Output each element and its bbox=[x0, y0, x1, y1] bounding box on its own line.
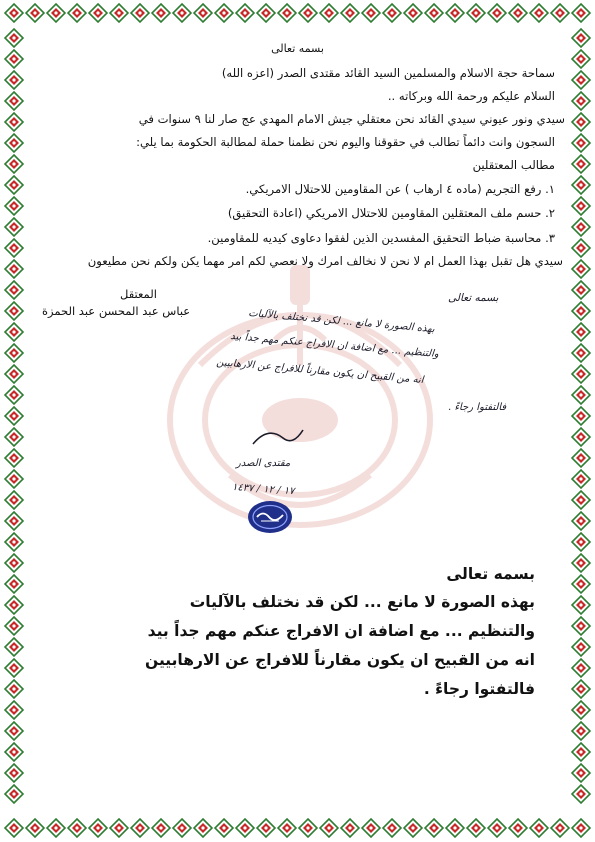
border-tile-icon bbox=[277, 818, 297, 838]
border-tile-icon bbox=[571, 700, 591, 720]
border-tile-icon bbox=[571, 595, 591, 615]
border-tile-icon bbox=[130, 3, 150, 23]
border-tile-icon bbox=[4, 532, 24, 552]
addressee-line: سماحة حجة الاسلام والمسلمين السيد القائد مقتدى الصدر (اعزه الله) bbox=[221, 66, 555, 80]
handwritten-line-4: فالتفتوا رجاءً . bbox=[448, 402, 507, 413]
border-tile-icon bbox=[424, 818, 444, 838]
border-tile-icon bbox=[4, 175, 24, 195]
border-tile-icon bbox=[445, 818, 465, 838]
border-tile-icon bbox=[571, 175, 591, 195]
border-tile-icon bbox=[508, 3, 528, 23]
body-line-2: السجون وانت دائماً تطالب في حقوقنا واليوم نحن نظمنا حملة لمطالبة الحكومة بما يلي: bbox=[136, 135, 555, 149]
border-tile-icon bbox=[571, 91, 591, 111]
border-tile-icon bbox=[25, 818, 45, 838]
demand-item-3: ٣. محاسبة ضباط التحقيق المفسدين الذين لفقوا دعاوى كيديه للمقاومين. bbox=[207, 231, 555, 245]
border-tile-icon bbox=[571, 301, 591, 321]
handwritten-date: ١٧ / ١٢ / ١٤٣٧ bbox=[231, 481, 295, 498]
border-tile-icon bbox=[4, 763, 24, 783]
border-tile-icon bbox=[4, 616, 24, 636]
border-tile-icon bbox=[487, 3, 507, 23]
border-tile-icon bbox=[4, 427, 24, 447]
border-tile-icon bbox=[571, 112, 591, 132]
border-tile-icon bbox=[571, 406, 591, 426]
typed-reply-line-4: فالتفتوا رجاءً . bbox=[423, 680, 535, 698]
border-tile-icon bbox=[571, 448, 591, 468]
body-line-1: سيدي ونور عيوني سيدي القائد نحن معتقلي جيش الامام المهدي عج صار لنا ٩ سنوات في bbox=[138, 112, 565, 126]
border-tile-icon bbox=[571, 196, 591, 216]
border-tile-icon bbox=[256, 3, 276, 23]
border-tile-icon bbox=[571, 154, 591, 174]
border-tile-icon bbox=[319, 3, 339, 23]
border-tile-icon bbox=[151, 818, 171, 838]
border-tile-icon bbox=[403, 3, 423, 23]
border-tile-icon bbox=[46, 818, 66, 838]
border-tile-icon bbox=[340, 818, 360, 838]
border-tile-icon bbox=[571, 511, 591, 531]
border-tile-icon bbox=[4, 238, 24, 258]
border-tile-icon bbox=[361, 818, 381, 838]
border-tile-icon bbox=[298, 3, 318, 23]
border-tile-icon bbox=[4, 574, 24, 594]
border-tile-icon bbox=[277, 3, 297, 23]
border-tile-icon bbox=[46, 3, 66, 23]
border-tile-icon bbox=[4, 343, 24, 363]
border-tile-icon bbox=[172, 3, 192, 23]
border-tile-icon bbox=[4, 112, 24, 132]
border-tile-icon bbox=[4, 154, 24, 174]
border-tile-icon bbox=[67, 818, 87, 838]
border-tile-icon bbox=[4, 469, 24, 489]
seal-stamp-icon bbox=[247, 500, 293, 534]
signature-stroke-icon bbox=[248, 424, 308, 454]
border-tile-icon bbox=[571, 364, 591, 384]
border-tile-icon bbox=[571, 427, 591, 447]
border-tile-icon bbox=[193, 3, 213, 23]
border-tile-icon bbox=[4, 217, 24, 237]
border-tile-icon bbox=[529, 3, 549, 23]
border-tile-icon bbox=[4, 700, 24, 720]
border-tile-icon bbox=[4, 133, 24, 153]
border-tile-icon bbox=[319, 818, 339, 838]
typed-reply-line-3: انه من القبيح ان يكون مقارناً للافراج عن الارهابيين bbox=[145, 651, 535, 669]
border-tile-icon bbox=[130, 818, 150, 838]
border-tile-icon bbox=[571, 3, 591, 23]
border-tile-icon bbox=[571, 679, 591, 699]
ornamental-border-right-icon bbox=[567, 26, 595, 814]
border-tile-icon bbox=[4, 511, 24, 531]
border-tile-icon bbox=[4, 490, 24, 510]
border-tile-icon bbox=[571, 742, 591, 762]
border-tile-icon bbox=[571, 490, 591, 510]
border-tile-icon bbox=[487, 818, 507, 838]
border-tile-icon bbox=[4, 818, 24, 838]
border-tile-icon bbox=[4, 784, 24, 804]
ornamental-border-left-icon bbox=[0, 26, 28, 814]
border-tile-icon bbox=[571, 721, 591, 741]
border-tile-icon bbox=[382, 3, 402, 23]
border-tile-icon bbox=[4, 385, 24, 405]
handwritten-line-1: بهذه الصورة لا مانع ... لكن قد نختلف بالآليات bbox=[247, 307, 436, 336]
border-tile-icon bbox=[571, 70, 591, 90]
border-tile-icon bbox=[4, 679, 24, 699]
border-tile-icon bbox=[109, 3, 129, 23]
border-tile-icon bbox=[67, 3, 87, 23]
border-tile-icon bbox=[4, 70, 24, 90]
signer-name: عباس عبد المحسن عبد الحمزة bbox=[42, 304, 191, 318]
border-tile-icon bbox=[571, 553, 591, 573]
border-tile-icon bbox=[571, 818, 591, 838]
border-tile-icon bbox=[466, 3, 486, 23]
border-tile-icon bbox=[88, 3, 108, 23]
border-tile-icon bbox=[571, 637, 591, 657]
typed-reply-basmala: بسمه تعالى bbox=[446, 565, 535, 583]
typed-reply-line-1: بهذه الصورة لا مانع ... لكن قد نختلف بالآليات bbox=[189, 593, 535, 611]
closing-line: سيدي هل تقبل بهذا العمل ام لا نحن لا نخالف امرك ولا نعصي لكم امر مهما يكن ولكم نحن مطيعون bbox=[87, 254, 563, 268]
border-tile-icon bbox=[382, 818, 402, 838]
border-tile-icon bbox=[571, 574, 591, 594]
greeting-line: السلام عليكم ورحمة الله وبركاته .. bbox=[387, 89, 555, 103]
border-tile-icon bbox=[340, 3, 360, 23]
signer-title: المعتقل bbox=[120, 287, 157, 301]
border-tile-icon bbox=[4, 553, 24, 573]
border-tile-icon bbox=[571, 322, 591, 342]
border-tile-icon bbox=[571, 658, 591, 678]
border-tile-icon bbox=[571, 217, 591, 237]
border-tile-icon bbox=[4, 448, 24, 468]
border-tile-icon bbox=[4, 322, 24, 342]
border-tile-icon bbox=[214, 818, 234, 838]
border-tile-icon bbox=[571, 616, 591, 636]
border-tile-icon bbox=[424, 3, 444, 23]
border-tile-icon bbox=[445, 3, 465, 23]
border-tile-icon bbox=[571, 763, 591, 783]
border-tile-icon bbox=[25, 3, 45, 23]
border-tile-icon bbox=[298, 818, 318, 838]
border-tile-icon bbox=[550, 818, 570, 838]
border-tile-icon bbox=[256, 818, 276, 838]
border-tile-icon bbox=[4, 301, 24, 321]
handwritten-signature: مقتدى الصدر bbox=[236, 458, 291, 469]
handwritten-basmala: بسمه تعالى bbox=[448, 292, 499, 304]
demand-item-1: ١. رفع التجريم (ماده ٤ ارهاب ) عن المقاومين للاحتلال الامريكي. bbox=[245, 182, 555, 196]
border-tile-icon bbox=[151, 3, 171, 23]
border-tile-icon bbox=[4, 280, 24, 300]
border-tile-icon bbox=[235, 818, 255, 838]
border-tile-icon bbox=[214, 3, 234, 23]
border-tile-icon bbox=[172, 818, 192, 838]
border-tile-icon bbox=[235, 3, 255, 23]
border-tile-icon bbox=[4, 658, 24, 678]
border-tile-icon bbox=[571, 343, 591, 363]
border-tile-icon bbox=[4, 595, 24, 615]
border-tile-icon bbox=[4, 3, 24, 23]
border-tile-icon bbox=[4, 637, 24, 657]
handwritten-line-3: انه من القبيح ان يكون مقارناً للافراج عن الارهابيين bbox=[215, 356, 425, 387]
border-tile-icon bbox=[571, 259, 591, 279]
typed-reply-line-2: والتنظيم ... مع اضافة ان الافراج عنكم مهم جداً بيد bbox=[147, 622, 535, 640]
handwritten-line-2: والتنظيم ... مع اضافة ان الافراج عنكم مهم جداً بيد bbox=[229, 330, 440, 361]
border-tile-icon bbox=[466, 818, 486, 838]
border-tile-icon bbox=[4, 742, 24, 762]
ornamental-border-bottom-icon bbox=[0, 814, 595, 842]
border-tile-icon bbox=[571, 385, 591, 405]
border-tile-icon bbox=[109, 818, 129, 838]
basmala-heading: بسمه تعالى bbox=[271, 42, 324, 55]
border-tile-icon bbox=[550, 3, 570, 23]
border-tile-icon bbox=[571, 784, 591, 804]
border-tile-icon bbox=[4, 91, 24, 111]
border-tile-icon bbox=[4, 406, 24, 426]
border-tile-icon bbox=[571, 238, 591, 258]
border-tile-icon bbox=[529, 818, 549, 838]
office-emblem-watermark-icon bbox=[140, 245, 460, 555]
border-tile-icon bbox=[4, 259, 24, 279]
border-tile-icon bbox=[4, 721, 24, 741]
border-tile-icon bbox=[571, 133, 591, 153]
border-tile-icon bbox=[193, 818, 213, 838]
ornamental-border-top-icon bbox=[0, 0, 595, 26]
border-tile-icon bbox=[361, 3, 381, 23]
demand-item-2: ٢. حسم ملف المعتقلين المقاومين للاحتلال الامريكي (اعادة التحقيق) bbox=[227, 206, 555, 220]
border-tile-icon bbox=[508, 818, 528, 838]
border-tile-icon bbox=[571, 469, 591, 489]
border-tile-icon bbox=[4, 364, 24, 384]
border-tile-icon bbox=[4, 196, 24, 216]
border-tile-icon bbox=[571, 280, 591, 300]
border-tile-icon bbox=[571, 532, 591, 552]
border-tile-icon bbox=[403, 818, 423, 838]
border-tile-icon bbox=[88, 818, 108, 838]
demands-title: مطالب المعتقلين bbox=[472, 158, 555, 172]
